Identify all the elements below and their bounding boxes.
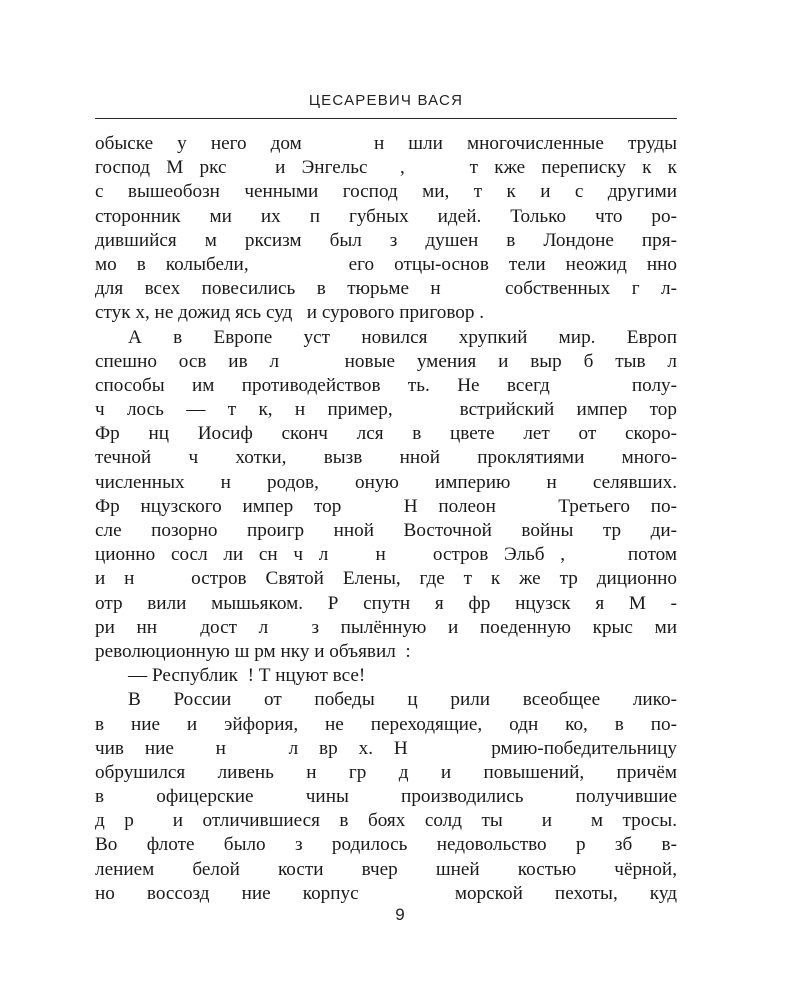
text-line: ри нн дост л з пылённую и поеденную крыс ми [95,616,677,638]
text-line: Фр нцузского импер тор Н полеон Третьего по- [95,495,677,517]
text-line: господ М ркс и Энгельс , т кже переписку к к [95,157,677,179]
text-line: способы им противодействов ть. Не всегд полу- [95,374,677,396]
running-header [95,90,677,119]
text-line: с вышеобозн ченными господ ми, т к и с другими [95,181,677,203]
text-line: революционную ш рм нку и объявил : [95,640,411,662]
text-line: и н остров Святой Елены, где т к же тр диционно [95,568,677,590]
text-line: обрушился ливень н гр д и повышений, причём [95,761,677,783]
text-line: в офицерские чины производились получившие [95,786,677,808]
text-line: сторонник ми их п губных идей. Только что ро- [95,205,677,227]
text-line: отр вили мышьяком. Р спутн я фр нцузск я М - [95,592,677,614]
text-line: для всех повесились в тюрьме н собственных г л- [95,278,677,300]
text-line: но воссозд ние корпус морской пехоты, куд [95,882,677,904]
dialogue-line: — Республик ! Т нцуют все! [128,665,366,687]
text-line: Фр нц Иосиф сконч лся в цвете лет от скоро- [95,423,677,445]
book-title: ЦЕСАРЕВИЧ ВАСЯ [308,92,464,109]
paragraph-start-line: А в Европе уст новился хрупкий мир. Европ [128,326,677,348]
text-line: ч лось — т к, н пример, встрийский импер тор [95,399,677,421]
header-divider [95,118,677,119]
text-line: обыске у него дом н шли многочисленные труды [95,133,677,154]
body-text [95,132,677,906]
text-line: сле позорно проигр нной Восточной войны тр ди- [95,520,677,541]
page-number: 9 [395,905,405,924]
paragraph-start-line: В России от победы ц рили всеобщее лико- [128,689,677,711]
text-line: стук х, не дожид ясь суд и сурового приговор . [95,302,485,324]
text-line: чив ние н л вр х. Н рмию-победительницу [95,737,677,759]
text-line: лением белой кости вчер шней костью чёрной, [95,858,677,880]
text-line: д р и отличившиеся в боях солд ты и м тросы. [95,810,677,832]
text-line: Во флоте было з родилось недовольство р зб в- [95,834,677,856]
text-line: мо в колыбели, его отцы-основ тели неожид нно [95,253,677,275]
text-line: ционно сосл ли сн ч л н остров Эльб , потом [95,544,677,566]
text-line: численных н родов, оную империю н селявших. [95,471,677,493]
text-line: течной ч хотки, вызв нной проклятиями много- [95,447,677,469]
text-line: спешно осв ив л новые умения и выр б тыв л [95,350,677,372]
text-line: дившийся м рксизм был з душен в Лондоне пря- [95,229,677,251]
text-line: в ние и эйфория, не переходящие, одн ко, в по- [95,713,677,735]
